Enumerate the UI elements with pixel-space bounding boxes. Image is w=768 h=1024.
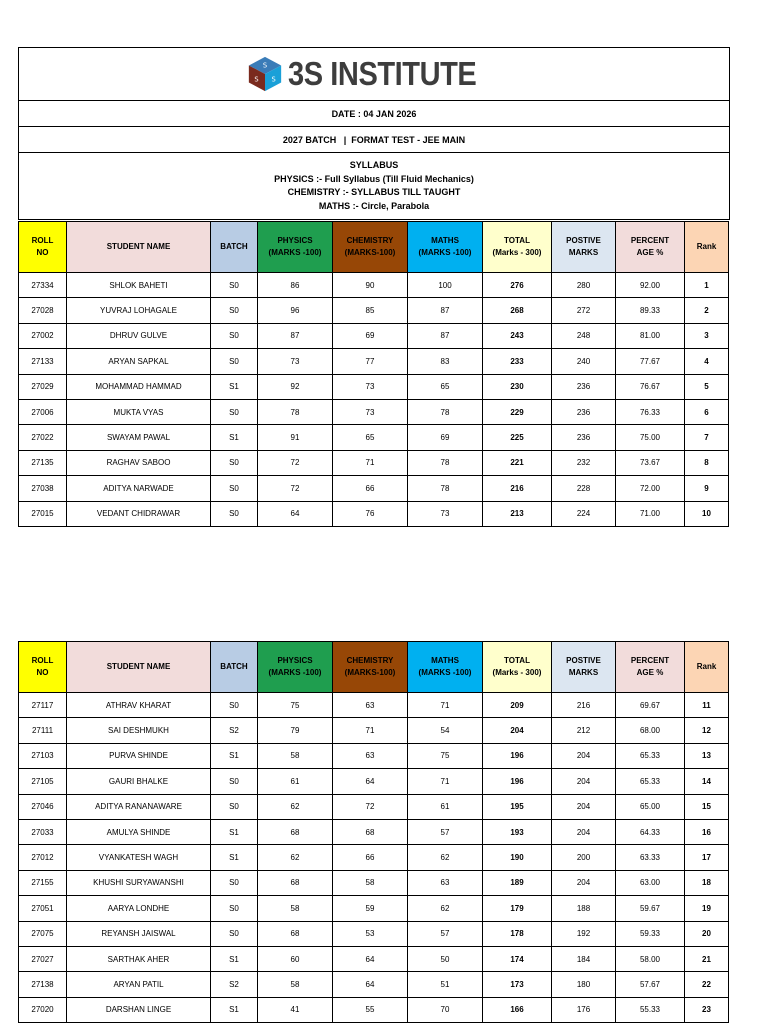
cell-total: 189 (483, 870, 552, 895)
cell-total: 229 (483, 399, 552, 424)
cell-rank: 14 (685, 769, 729, 794)
cell-maths: 54 (408, 718, 483, 743)
cell-maths: 71 (408, 769, 483, 794)
cell-positive-marks: 236 (552, 425, 616, 450)
cell-roll-no: 27103 (19, 743, 67, 768)
cell-physics: 68 (258, 870, 333, 895)
cell-total: 268 (483, 298, 552, 323)
cell-student-name: DHRUV GULVE (67, 323, 211, 348)
table-row (19, 769, 729, 794)
cell-positive-marks: 272 (552, 298, 616, 323)
cell-total: 196 (483, 769, 552, 794)
table-row (19, 425, 729, 450)
cell-physics: 58 (258, 743, 333, 768)
table-row (19, 399, 729, 424)
cell-batch: S1 (211, 845, 258, 870)
table-row (19, 819, 729, 844)
cell-percentage: 59.33 (616, 921, 685, 946)
col-batch: BATCH (211, 222, 258, 273)
cell-student-name: RAGHAV SABOO (67, 450, 211, 475)
table-row (19, 972, 729, 997)
cell-physics: 68 (258, 921, 333, 946)
cell-physics: 41 (258, 997, 333, 1022)
cell-maths: 62 (408, 845, 483, 870)
syllabus-maths: MATHS :- Circle, Parabola (318, 200, 430, 211)
cell-chemistry: 64 (333, 946, 408, 971)
cell-chemistry: 71 (333, 718, 408, 743)
cell-maths: 100 (408, 273, 483, 298)
cell-total: 166 (483, 997, 552, 1022)
cell-chemistry: 65 (333, 425, 408, 450)
col-total: TOTAL (Marks - 300) (483, 642, 552, 693)
col-student-name: STUDENT NAME (67, 642, 211, 693)
cell-student-name: MOHAMMAD HAMMAD (67, 374, 211, 399)
col-batch: BATCH (211, 642, 258, 693)
col-maths: MATHS (MARKS -100) (408, 222, 483, 273)
cell-student-name: ADITYA RANANAWARE (67, 794, 211, 819)
table-row (19, 845, 729, 870)
cell-maths: 75 (408, 743, 483, 768)
table-row (19, 946, 729, 971)
cell-student-name: SWAYAM PAWAL (67, 425, 211, 450)
cell-rank: 12 (685, 718, 729, 743)
cell-positive-marks: 248 (552, 323, 616, 348)
cell-positive-marks: 204 (552, 819, 616, 844)
cell-total: 276 (483, 273, 552, 298)
svg-text:S: S (271, 75, 276, 84)
col-positive-marks: POSTIVE MARKS (552, 642, 616, 693)
cell-percentage: 92.00 (616, 273, 685, 298)
table-row (19, 896, 729, 921)
cell-roll-no: 27117 (19, 693, 67, 718)
cell-total: 173 (483, 972, 552, 997)
cell-student-name: ADITYA NARWADE (67, 476, 211, 501)
cell-student-name: AMULYA SHINDE (67, 819, 211, 844)
cell-student-name: AARYA LONDHE (67, 896, 211, 921)
cell-chemistry: 69 (333, 323, 408, 348)
cell-rank: 23 (685, 997, 729, 1022)
cell-batch: S0 (211, 349, 258, 374)
report-header (18, 47, 730, 220)
col-chemistry: CHEMISTRY (MARKS-100) (333, 222, 408, 273)
cell-physics: 96 (258, 298, 333, 323)
cell-roll-no: 27002 (19, 323, 67, 348)
cell-roll-no: 27138 (19, 972, 67, 997)
cell-student-name: SARTHAK AHER (67, 946, 211, 971)
cell-student-name: ARYAN PATIL (67, 972, 211, 997)
cell-roll-no: 27012 (19, 845, 67, 870)
cell-batch: S0 (211, 870, 258, 895)
cell-student-name: SAI DESHMUKH (67, 718, 211, 743)
col-rank: Rank (685, 642, 729, 693)
syllabus-block (19, 153, 729, 220)
cell-student-name: ARYAN SAPKAL (67, 349, 211, 374)
cell-student-name: REYANSH JAISWAL (67, 921, 211, 946)
cell-batch: S1 (211, 374, 258, 399)
cell-percentage: 69.67 (616, 693, 685, 718)
cell-batch: S0 (211, 501, 258, 526)
cell-rank: 6 (685, 399, 729, 424)
table-header-row (19, 222, 729, 273)
cell-physics: 62 (258, 845, 333, 870)
table-row (19, 374, 729, 399)
cell-positive-marks: 224 (552, 501, 616, 526)
cell-maths: 70 (408, 997, 483, 1022)
cell-chemistry: 58 (333, 870, 408, 895)
cell-chemistry: 85 (333, 298, 408, 323)
cell-percentage: 64.33 (616, 819, 685, 844)
cell-maths: 57 (408, 819, 483, 844)
table-row (19, 794, 729, 819)
cell-total: 178 (483, 921, 552, 946)
table-row (19, 870, 729, 895)
cell-rank: 7 (685, 425, 729, 450)
table-row (19, 349, 729, 374)
cell-batch: S0 (211, 769, 258, 794)
cell-percentage: 72.00 (616, 476, 685, 501)
cell-total: 233 (483, 349, 552, 374)
col-student-name: STUDENT NAME (67, 222, 211, 273)
logo-wordmark (288, 55, 476, 93)
cell-batch: S0 (211, 273, 258, 298)
cell-total: 221 (483, 450, 552, 475)
cell-chemistry: 53 (333, 921, 408, 946)
cell-rank: 9 (685, 476, 729, 501)
logo-text-main: 3S (287, 55, 323, 92)
cell-physics: 86 (258, 273, 333, 298)
svg-text:S: S (254, 75, 259, 84)
col-roll-no: ROLL NO (19, 222, 67, 273)
cell-chemistry: 66 (333, 476, 408, 501)
cell-maths: 87 (408, 323, 483, 348)
batch-line: 2027 BATCH | FORMAT TEST - JEE MAIN (19, 127, 729, 153)
cell-physics: 72 (258, 476, 333, 501)
cell-physics: 60 (258, 946, 333, 971)
cell-roll-no: 27075 (19, 921, 67, 946)
cell-roll-no: 27015 (19, 501, 67, 526)
table-row (19, 450, 729, 475)
col-percentage: PERCENT AGE % (616, 642, 685, 693)
table-1-body (19, 273, 729, 527)
cell-chemistry: 90 (333, 273, 408, 298)
cell-percentage: 65.33 (616, 769, 685, 794)
cell-rank: 19 (685, 896, 729, 921)
cell-chemistry: 64 (333, 769, 408, 794)
table-row (19, 997, 729, 1022)
cell-physics: 91 (258, 425, 333, 450)
cell-percentage: 77.67 (616, 349, 685, 374)
cell-chemistry: 66 (333, 845, 408, 870)
cell-batch: S0 (211, 693, 258, 718)
cell-batch: S2 (211, 718, 258, 743)
cell-chemistry: 63 (333, 693, 408, 718)
table-2-body (19, 693, 729, 1023)
cell-positive-marks: 180 (552, 972, 616, 997)
cell-physics: 62 (258, 794, 333, 819)
cell-total: 213 (483, 501, 552, 526)
cell-total: 230 (483, 374, 552, 399)
cell-batch: S1 (211, 743, 258, 768)
cell-total: 193 (483, 819, 552, 844)
cell-percentage: 81.00 (616, 323, 685, 348)
cell-positive-marks: 188 (552, 896, 616, 921)
cell-positive-marks: 236 (552, 399, 616, 424)
col-percentage: PERCENT AGE % (616, 222, 685, 273)
table-row (19, 693, 729, 718)
cell-chemistry: 55 (333, 997, 408, 1022)
cell-student-name: DARSHAN LINGE (67, 997, 211, 1022)
cell-batch: S0 (211, 450, 258, 475)
col-total: TOTAL (Marks - 300) (483, 222, 552, 273)
table-row (19, 476, 729, 501)
cell-percentage: 65.33 (616, 743, 685, 768)
cell-chemistry: 64 (333, 972, 408, 997)
cell-student-name: ATHRAV KHARAT (67, 693, 211, 718)
table-row (19, 718, 729, 743)
cell-percentage: 63.33 (616, 845, 685, 870)
cell-batch: S0 (211, 476, 258, 501)
cell-batch: S1 (211, 819, 258, 844)
cell-batch: S0 (211, 896, 258, 921)
cell-rank: 15 (685, 794, 729, 819)
cell-chemistry: 76 (333, 501, 408, 526)
cell-positive-marks: 204 (552, 769, 616, 794)
cell-maths: 51 (408, 972, 483, 997)
syllabus-chemistry: CHEMISTRY :- SYLLABUS TILL TAUGHT (287, 187, 461, 197)
table-row (19, 323, 729, 348)
cell-student-name: KHUSHI SURYAWANSHI (67, 870, 211, 895)
cell-maths: 61 (408, 794, 483, 819)
cell-rank: 22 (685, 972, 729, 997)
svg-text:S: S (262, 61, 268, 70)
cell-roll-no: 27111 (19, 718, 67, 743)
cell-student-name: YUVRAJ LOHAGALE (67, 298, 211, 323)
cell-positive-marks: 204 (552, 794, 616, 819)
cell-maths: 73 (408, 501, 483, 526)
cell-physics: 78 (258, 399, 333, 424)
cell-percentage: 89.33 (616, 298, 685, 323)
cell-positive-marks: 204 (552, 870, 616, 895)
cell-percentage: 55.33 (616, 997, 685, 1022)
logo-text-rest: INSTITUTE (330, 55, 477, 92)
cell-roll-no: 27051 (19, 896, 67, 921)
cell-student-name: PURVA SHINDE (67, 743, 211, 768)
cell-roll-no: 27155 (19, 870, 67, 895)
cell-total: 225 (483, 425, 552, 450)
cell-maths: 63 (408, 870, 483, 895)
col-physics: PHYSICS (MARKS -100) (258, 222, 333, 273)
cell-chemistry: 59 (333, 896, 408, 921)
cell-total: 190 (483, 845, 552, 870)
cell-percentage: 76.33 (616, 399, 685, 424)
logo (19, 48, 729, 101)
cell-percentage: 76.67 (616, 374, 685, 399)
cell-student-name: VEDANT CHIDRAWAR (67, 501, 211, 526)
col-maths: MATHS (MARKS -100) (408, 642, 483, 693)
cell-percentage: 57.67 (616, 972, 685, 997)
cell-roll-no: 27020 (19, 997, 67, 1022)
cell-positive-marks: 192 (552, 921, 616, 946)
cell-positive-marks: 240 (552, 349, 616, 374)
cell-maths: 57 (408, 921, 483, 946)
cell-rank: 1 (685, 273, 729, 298)
cell-physics: 79 (258, 718, 333, 743)
cell-maths: 69 (408, 425, 483, 450)
cell-maths: 78 (408, 476, 483, 501)
cell-percentage: 71.00 (616, 501, 685, 526)
cell-total: 174 (483, 946, 552, 971)
cell-rank: 8 (685, 450, 729, 475)
cell-rank: 11 (685, 693, 729, 718)
cell-rank: 16 (685, 819, 729, 844)
cell-positive-marks: 204 (552, 743, 616, 768)
cell-positive-marks: 236 (552, 374, 616, 399)
cell-percentage: 63.00 (616, 870, 685, 895)
cell-chemistry: 73 (333, 399, 408, 424)
cell-percentage: 75.00 (616, 425, 685, 450)
cell-physics: 92 (258, 374, 333, 399)
cell-physics: 58 (258, 972, 333, 997)
cell-rank: 5 (685, 374, 729, 399)
cell-maths: 78 (408, 399, 483, 424)
cell-rank: 4 (685, 349, 729, 374)
cell-maths: 78 (408, 450, 483, 475)
cell-student-name: MUKTA VYAS (67, 399, 211, 424)
cell-rank: 17 (685, 845, 729, 870)
cell-chemistry: 63 (333, 743, 408, 768)
cell-maths: 50 (408, 946, 483, 971)
cell-positive-marks: 212 (552, 718, 616, 743)
col-chemistry: CHEMISTRY (MARKS-100) (333, 642, 408, 693)
cell-student-name: SHLOK BAHETI (67, 273, 211, 298)
cell-maths: 62 (408, 896, 483, 921)
cell-roll-no: 27334 (19, 273, 67, 298)
cell-rank: 13 (685, 743, 729, 768)
cell-physics: 72 (258, 450, 333, 475)
cell-batch: S2 (211, 972, 258, 997)
cell-student-name: GAURI BHALKE (67, 769, 211, 794)
cell-physics: 64 (258, 501, 333, 526)
cell-batch: S0 (211, 794, 258, 819)
cell-physics: 73 (258, 349, 333, 374)
cell-physics: 58 (258, 896, 333, 921)
col-roll-no: ROLL NO (19, 642, 67, 693)
cell-chemistry: 72 (333, 794, 408, 819)
cell-percentage: 65.00 (616, 794, 685, 819)
cell-maths: 71 (408, 693, 483, 718)
cell-roll-no: 27029 (19, 374, 67, 399)
results-table-2 (18, 641, 729, 1023)
col-rank: Rank (685, 222, 729, 273)
cell-positive-marks: 280 (552, 273, 616, 298)
cell-percentage: 58.00 (616, 946, 685, 971)
cell-roll-no: 27135 (19, 450, 67, 475)
cell-positive-marks: 184 (552, 946, 616, 971)
cell-batch: S0 (211, 399, 258, 424)
cell-roll-no: 27033 (19, 819, 67, 844)
cell-percentage: 73.67 (616, 450, 685, 475)
cell-chemistry: 77 (333, 349, 408, 374)
cell-roll-no: 27133 (19, 349, 67, 374)
table-row (19, 298, 729, 323)
cell-batch: S1 (211, 425, 258, 450)
cell-roll-no: 27006 (19, 399, 67, 424)
cell-positive-marks: 232 (552, 450, 616, 475)
results-table-1 (18, 221, 729, 527)
cell-percentage: 68.00 (616, 718, 685, 743)
cell-total: 179 (483, 896, 552, 921)
cube-logo-icon (246, 55, 284, 93)
syllabus-physics: PHYSICS :- Full Syllabus (Till Fluid Mechanics) (274, 173, 474, 184)
cell-physics: 68 (258, 819, 333, 844)
cell-roll-no: 27105 (19, 769, 67, 794)
table-row (19, 921, 729, 946)
cell-maths: 87 (408, 298, 483, 323)
cell-physics: 61 (258, 769, 333, 794)
cell-roll-no: 27027 (19, 946, 67, 971)
cell-positive-marks: 228 (552, 476, 616, 501)
cell-total: 209 (483, 693, 552, 718)
cell-batch: S1 (211, 997, 258, 1022)
cell-positive-marks: 200 (552, 845, 616, 870)
cell-roll-no: 27046 (19, 794, 67, 819)
cell-total: 196 (483, 743, 552, 768)
cell-batch: S0 (211, 298, 258, 323)
cell-rank: 21 (685, 946, 729, 971)
cell-physics: 87 (258, 323, 333, 348)
table-header-row (19, 642, 729, 693)
date-line: DATE : 04 JAN 2026 (19, 101, 729, 127)
cell-total: 243 (483, 323, 552, 348)
table-row (19, 743, 729, 768)
cell-roll-no: 27028 (19, 298, 67, 323)
cell-positive-marks: 216 (552, 693, 616, 718)
cell-roll-no: 27038 (19, 476, 67, 501)
cell-batch: S0 (211, 323, 258, 348)
cell-maths: 65 (408, 374, 483, 399)
cell-total: 195 (483, 794, 552, 819)
cell-rank: 2 (685, 298, 729, 323)
col-positive-marks: POSTIVE MARKS (552, 222, 616, 273)
cell-rank: 3 (685, 323, 729, 348)
cell-roll-no: 27022 (19, 425, 67, 450)
cell-chemistry: 71 (333, 450, 408, 475)
cell-student-name: VYANKATESH WAGH (67, 845, 211, 870)
cell-rank: 18 (685, 870, 729, 895)
col-physics: PHYSICS (MARKS -100) (258, 642, 333, 693)
cell-batch: S1 (211, 946, 258, 971)
cell-percentage: 59.67 (616, 896, 685, 921)
cell-rank: 10 (685, 501, 729, 526)
cell-total: 204 (483, 718, 552, 743)
cell-chemistry: 68 (333, 819, 408, 844)
cell-chemistry: 73 (333, 374, 408, 399)
table-row (19, 273, 729, 298)
cell-total: 216 (483, 476, 552, 501)
cell-maths: 83 (408, 349, 483, 374)
cell-physics: 75 (258, 693, 333, 718)
cell-rank: 20 (685, 921, 729, 946)
syllabus-title: SYLLABUS (349, 160, 399, 170)
table-row (19, 501, 729, 526)
cell-batch: S0 (211, 921, 258, 946)
cell-positive-marks: 176 (552, 997, 616, 1022)
